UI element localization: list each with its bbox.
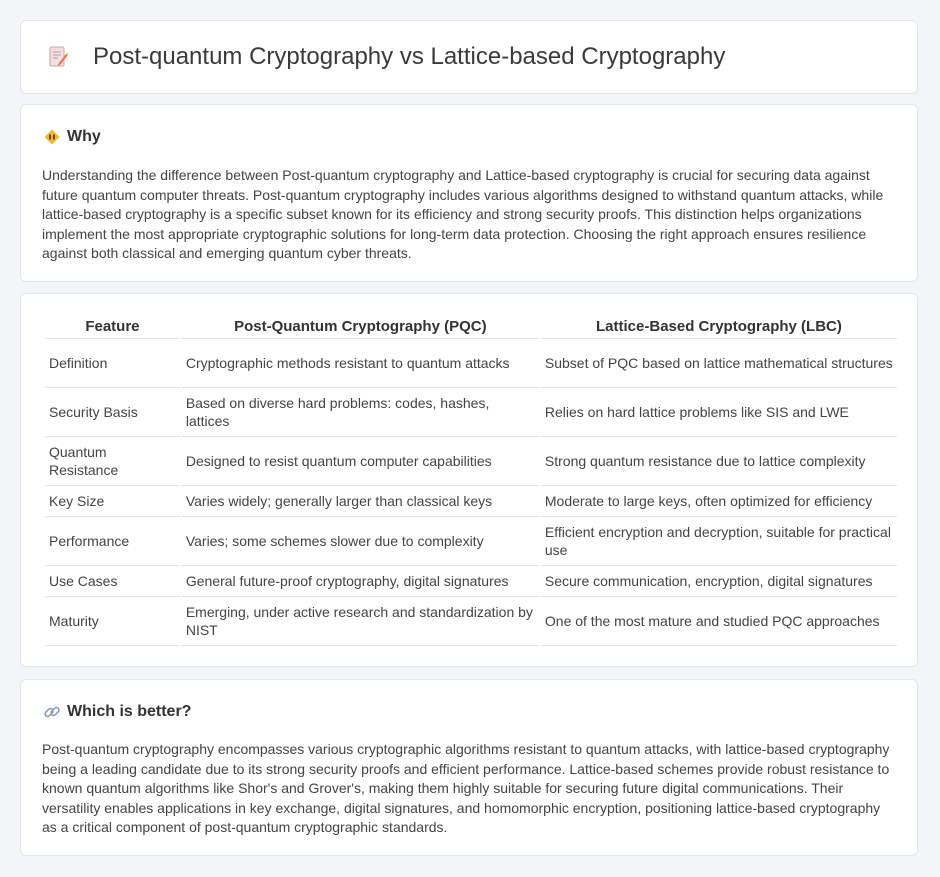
title-card [20,20,918,94]
lbc-cell: Secure communication, encryption, digital signatures [541,566,897,597]
feature-cell: Quantum Resistance [45,437,180,486]
which-better-section [20,679,918,856]
feature-cell: Security Basis [45,388,180,437]
feature-cell: Key Size [45,486,180,517]
feature-cell: Use Cases [45,566,180,597]
link-icon [43,703,61,721]
title-row [21,21,917,93]
header-feature: Feature [45,314,180,339]
header-pqc: Post-Quantum Cryptography (PQC) [182,314,539,339]
header-lbc: Lattice-Based Cryptography (LBC) [541,314,897,339]
table-row [45,566,897,597]
why-heading [21,105,917,146]
lbc-cell: One of the most mature and studied PQC approaches [541,597,897,646]
pqc-cell: Varies; some schemes slower due to complexity [182,517,539,566]
table-row [45,517,897,566]
pqc-cell: General future-proof cryptography, digital signatures [182,566,539,597]
why-title: Why [67,128,101,145]
feature-cell: Definition [45,339,180,388]
pqc-cell: Emerging, under active research and standardization by NIST [182,597,539,646]
lbc-cell: Strong quantum resistance due to lattice complexity [541,437,897,486]
pqc-cell: Cryptographic methods resistant to quantum attacks [182,339,539,388]
pqc-cell: Based on diverse hard problems: codes, hashes, lattices [182,388,539,437]
comparison-table [43,314,899,646]
feature-cell: Maturity [45,597,180,646]
lbc-cell: Moderate to large keys, often optimized for efficiency [541,486,897,517]
better-text: Post-quantum cryptography encompasses various cryptographic algorithms resistant to quantum attacks, with lattice-based cryptography being a leading candidate due to its strong security proofs and efficient performance. Lattice-based schemes provide robust resistance to known quantum algorithms like Shor's and Grover's, making them highly suitable for securing future digital communications. Their versatility enables applications in key exchange, digital signatures, and homomorphic encryption, positioning lattice-based cryptography as a critical component of post-quantum cryptographic standards. [42,741,890,836]
pqc-cell: Designed to resist quantum computer capabilities [182,437,539,486]
comparison-card [20,293,918,667]
lbc-cell: Relies on hard lattice problems like SIS and LWE [541,388,897,437]
lbc-cell: Efficient encryption and decryption, suitable for practical use [541,517,897,566]
better-heading [21,680,917,721]
diamond-sign-icon [43,128,61,146]
why-text: Understanding the difference between Post-quantum cryptography and Lattice-based cryptography is crucial for securing data against future quantum computer threats. Post-quantum cryptography includes various algorithms designed to withstand quantum attacks, while lattice-based cryptography is a specific subset known for its efficiency and strong security proofs. This distinction helps organizations implement the most appropriate cryptographic solutions for long-term data protection. Choosing the right approach ensures resilience against both classical and emerging quantum cyber threats. [42,167,884,262]
document-pencil-icon [47,45,71,69]
table-row [45,597,897,646]
lbc-cell: Subset of PQC based on lattice mathematical structures [541,339,897,388]
page-title: Post-quantum Cryptography vs Lattice-based Cryptography [93,43,726,70]
table-header-row [45,314,897,339]
pqc-cell: Varies widely; generally larger than classical keys [182,486,539,517]
table-row [45,486,897,517]
table-row [45,388,897,437]
why-section [20,104,918,282]
table-row [45,339,897,388]
table-row [45,437,897,486]
feature-cell: Performance [45,517,180,566]
better-title: Which is better? [67,703,192,720]
